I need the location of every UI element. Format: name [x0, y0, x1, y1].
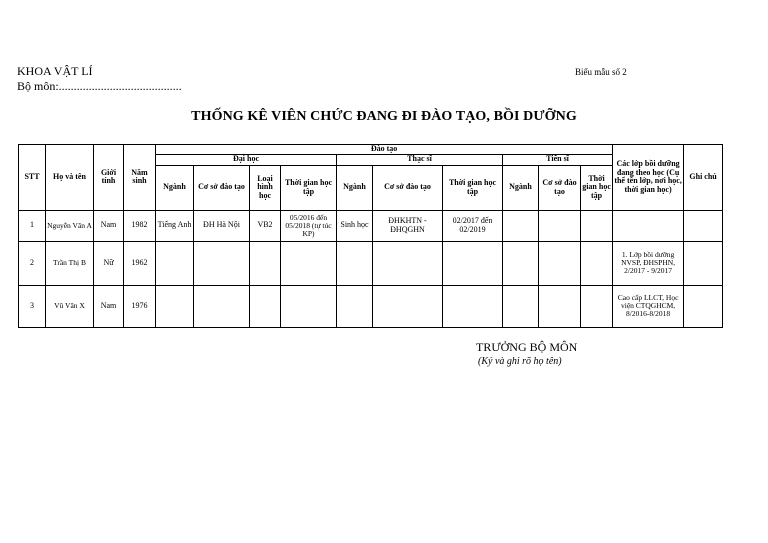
- table-row: [19, 285, 723, 327]
- header-uni-institution: Cơ sở đào tạo: [194, 165, 250, 210]
- cell-birth-year: 1982: [124, 210, 156, 241]
- cell-notes: [684, 241, 723, 285]
- cell-uni-period: 05/2016 đến 05/2018 (tự túc KP): [281, 210, 337, 241]
- cell-birth-year: 1962: [124, 241, 156, 285]
- header-ms-institution: Cơ sở đào tạo: [373, 165, 443, 210]
- cell-ms-institution: ĐHKHTN - ĐHQGHN: [373, 210, 443, 241]
- cell-birth-year: 1976: [124, 285, 156, 327]
- cell-gender: Nữ: [94, 241, 124, 285]
- cell-uni-period: [281, 285, 337, 327]
- cell-uni-institution: [194, 285, 250, 327]
- cell-phd-major: [503, 285, 539, 327]
- header-ms-study-period: Thời gian học tập: [443, 165, 503, 210]
- header-ms-major: Ngành: [337, 165, 373, 210]
- cell-phd-major: [503, 210, 539, 241]
- cell-uni-type: [250, 285, 281, 327]
- cell-uni-institution: [194, 241, 250, 285]
- header-uni-study-period: Thời gian học tập: [281, 165, 337, 210]
- cell-uni-major: Tiếng Anh: [156, 210, 194, 241]
- cell-ms-period: [443, 285, 503, 327]
- header-phd-major: Ngành: [503, 165, 539, 210]
- statistics-table: [18, 144, 723, 328]
- cell-name: Vũ Văn X: [46, 285, 94, 327]
- cell-uni-major: [156, 241, 194, 285]
- signature-note: (Ký và ghi rõ họ tên): [478, 356, 562, 367]
- department-name: KHOA VẬT LÍ: [17, 64, 93, 78]
- header-master: Thạc sĩ: [337, 154, 503, 165]
- cell-phd-institution: [539, 210, 581, 241]
- cell-name: Trần Thị B: [46, 241, 94, 285]
- cell-gender: Nam: [94, 285, 124, 327]
- cell-ms-major: Sinh học: [337, 210, 373, 241]
- cell-phd-period: [581, 241, 613, 285]
- cell-name: Nguyễn Văn A: [46, 210, 94, 241]
- cell-courses: 1. Lớp bồi dưỡng NVSP, ĐHSPHN, 2/2017 - 9/2017: [613, 241, 684, 285]
- table-row: [19, 210, 723, 241]
- cell-notes: [684, 285, 723, 327]
- header-name: Họ và tên: [46, 145, 94, 211]
- cell-phd-major: [503, 241, 539, 285]
- cell-ms-major: [337, 285, 373, 327]
- cell-phd-period: [581, 285, 613, 327]
- cell-ms-institution: [373, 241, 443, 285]
- header-uni-major: Ngành: [156, 165, 194, 210]
- cell-uni-type: VB2: [250, 210, 281, 241]
- cell-uni-institution: ĐH Hà Nội: [194, 210, 250, 241]
- cell-notes: [684, 210, 723, 241]
- header-gender: Giới tính: [94, 145, 124, 211]
- page-title: THỐNG KÊ VIÊN CHỨC ĐANG ĐI ĐÀO TẠO, BỒI DƯỠNG: [191, 109, 577, 124]
- header-notes: Ghi chú: [684, 145, 723, 211]
- header-phd-institution: Cơ sở đào tạo: [539, 165, 581, 210]
- header-training: Đào tạo: [156, 145, 613, 155]
- cell-ms-institution: [373, 285, 443, 327]
- cell-gender: Nam: [94, 210, 124, 241]
- subject-label: Bộ môn:.........................................: [17, 79, 182, 93]
- header-university: Đại học: [156, 154, 337, 165]
- header-uni-study-type: Loại hình học: [250, 165, 281, 210]
- cell-ms-period: [443, 241, 503, 285]
- header-doctor: Tiến sĩ: [503, 154, 613, 165]
- cell-stt: 1: [19, 210, 46, 241]
- cell-stt: 2: [19, 241, 46, 285]
- header-phd-study-period: Thời gian học tập: [581, 165, 613, 210]
- cell-uni-major: [156, 285, 194, 327]
- header-stt: STT: [19, 145, 46, 211]
- cell-phd-period: [581, 210, 613, 241]
- cell-courses: Cao cấp LLCT, Học viện CTQGHCM, 8/2016-8/2018: [613, 285, 684, 327]
- table-row: [19, 241, 723, 285]
- header-birth-year: Năm sinh: [124, 145, 156, 211]
- cell-phd-institution: [539, 241, 581, 285]
- cell-ms-period: 02/2017 đến 02/2019: [443, 210, 503, 241]
- cell-phd-institution: [539, 285, 581, 327]
- cell-uni-period: [281, 241, 337, 285]
- signature-title: TRƯỞNG BỘ MÔN: [476, 340, 578, 354]
- form-number: Biểu mẫu số 2: [575, 67, 627, 77]
- cell-stt: 3: [19, 285, 46, 327]
- header-courses: Các lớp bồi dưỡng đang theo học (Cụ thể tên lớp, nơi học, thời gian học): [613, 145, 684, 211]
- cell-ms-major: [337, 241, 373, 285]
- cell-uni-type: [250, 241, 281, 285]
- cell-courses: [613, 210, 684, 241]
